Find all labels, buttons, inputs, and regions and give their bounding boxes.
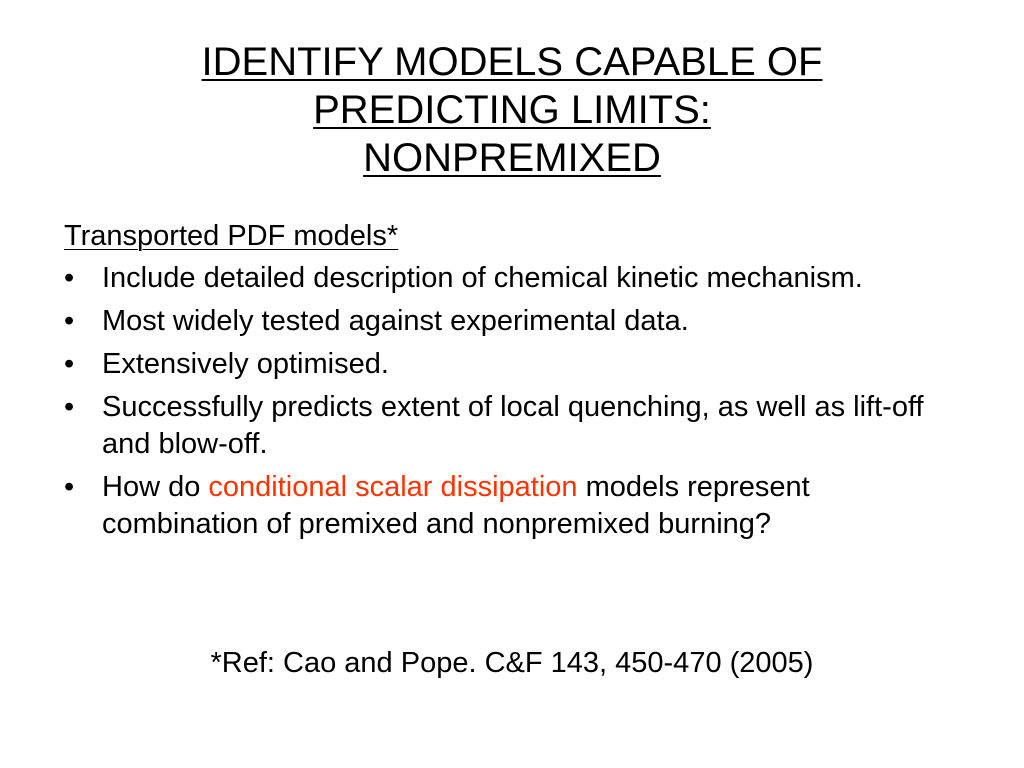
bullet-text: Successfully predicts extent of local quenching, as well as lift-off and blow-off.	[102, 391, 924, 460]
bullet-text	[102, 471, 810, 540]
highlighted-term: conditional scalar dissipation	[208, 471, 578, 503]
bullet-item-3	[64, 346, 964, 383]
bullet-dot-icon: •	[64, 391, 75, 423]
reference-footnote: *Ref: Cao and Pope. C&F 143, 450-470 (2005)	[210, 647, 814, 679]
bullet-text: Extensively optimised.	[102, 348, 389, 380]
bullet-dot-icon: •	[64, 348, 75, 380]
slide-title: IDENTIFY MODELS CAPABLE OF PREDICTING LIMITS: NONPREMIXED	[201, 40, 823, 180]
bullet-item-1	[64, 260, 964, 297]
bullet-text: Most widely tested against experimental data.	[102, 305, 689, 337]
bullet-text-after: models represent combination of premixed and nonpremixed burning?	[102, 471, 810, 540]
bullet-list	[64, 260, 964, 543]
bullet-text: Include detailed description of chemical kinetic mechanism.	[102, 262, 863, 294]
bullet-dot-icon: •	[64, 471, 75, 503]
bullet-item-4	[64, 389, 964, 463]
bullet-dot-icon: •	[64, 305, 75, 337]
section-heading: Transported PDF models*	[64, 220, 399, 252]
bullet-dot-icon: •	[64, 262, 75, 294]
bullet-text-before: How do	[102, 471, 209, 503]
bullet-item-2	[64, 303, 964, 340]
bullet-item-5	[64, 469, 964, 543]
slide-body	[64, 218, 964, 549]
